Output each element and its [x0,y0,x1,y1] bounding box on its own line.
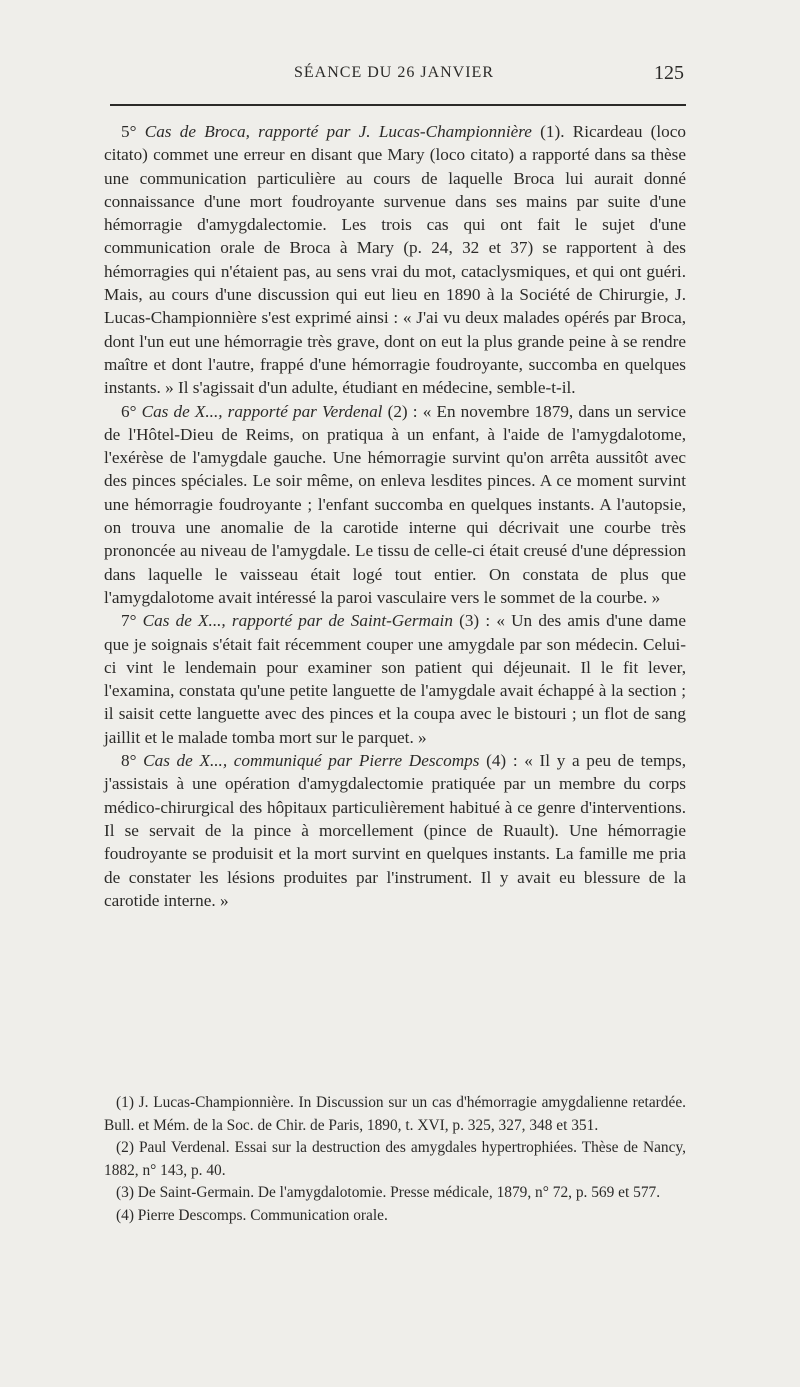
case-number: 8° [121,751,137,771]
paragraph-case-7 [104,609,686,749]
case-text: (3) : « Un des amis d'une dame que je soignais s'était fait récemment couper une amygdale par son médecin. Celui-ci vint le lendemain pour examiner son patient qui déjeunait. Il le fit lever, l'examina, constata qu'une petite languette de l'amygdale avait échappé à la section ; il saisit cette languette avec des pinces et la coupa avec le bistouri ; un flot de sang jaillit et le malade tomba mort sur le parquet. » [104,611,687,747]
case-number: 6° [121,401,137,421]
case-label: Cas de X..., rapporté par de Saint-Germain [142,611,453,631]
paragraph-case-8 [104,749,686,912]
case-label: Cas de X..., communiqué par Pierre Descomps [143,751,480,771]
case-number: 5° [121,122,137,141]
case-label: Cas de X..., rapporté par Verdenal [141,401,383,421]
paragraph-case-6 [104,400,686,610]
case-text: (1). Ricardeau (loco citato) commet une erreur en disant que Mary (loco citato) a rapporté dans sa thèse une communication particulière au cours de laquelle Broca lui aurait donné connaissance d'une mort foudroyante survenue dans ses mains par suite d'une hémorragie d'amygdalectomie. Les trois cas qui ont fait le sujet d'une communication orale de Broca à Mary (p. 24, 32 et 37) se rapportent à des hémorragies qui n'étaient pas, au sens vrai du mot, cataclysmiques, et qui ont guéri. Mais, au cours d'une discussion qui eut lieu en 1890 à la Société de Chirurgie, J. Lucas-Championnière s'est exprimé ainsi : « J'ai vu deux malades opérés par Broca, dont l'un eut une hémorragie très grave, dont on eut la plus grande peine à se rendre maître et dont l'autre, frappé d'une hémorragie foudroyante, succomba en quelques instants. » Il s'agissait d'un adulte, étudiant en médecine, semble-t-il. [104,122,686,398]
paragraph-case-5 [104,120,686,400]
header-rule [110,104,686,106]
footnotes [104,1092,686,1228]
running-title: SÉANCE DU 26 JANVIER [294,64,494,81]
footnote-2: (2) Paul Verdenal. Essai sur la destruction des amygdales hypertrophiées. Thèse de Nancy, 1882, n° 143, p. 40. [104,1139,686,1179]
footnote-4: (4) Pierre Descomps. Communication orale. [116,1206,388,1224]
page-header [104,62,684,88]
case-number: 7° [121,611,137,631]
case-label: Cas de Broca, rapporté par J. Lucas-Championnière [144,122,532,141]
case-text: (2) : « En novembre 1879, dans un service de l'Hôtel-Dieu de Reims, on pratiqua à un enfant, à l'aide de l'amygdalotome, l'exérèse de l'amygdale gauche. Une hémorragie survint qu'on arrêta aussitôt avec des pinces spéciales. Le soir même, on enleva lesdites pinces. A ce moment survint une hémorragie foudroyante ; l'enfant succomba en quelques instants. A l'autopsie, on trouva une anomalie de la carotide interne qui décrivait une courbe très prononcée au niveau de l'amygdale. Le tissu de celle-ci était creusé d'une dépression dans laquelle le vaisseau était logé tout entier. On constata de plus que l'amygdalotome avait intéressé la paroi vasculaire vers le sommet de la courbe. » [104,401,686,607]
page-number: 125 [654,62,684,84]
case-text: (4) : « Il y a peu de temps, j'assistais à une opération d'amygdalectomie pratiquée par un membre du corps médico-chirurgical des hôpitaux particulièrement habitué à ce genre d'interventions. Il se servait de la pince à morcellement (pince de Ruault). Une hémorragie foudroyante se produisit et la mort survint en quelques instants. La famille me pria de constater les lésions produites par l'instrument. Il y avait eu blessure de la carotide interne. » [104,751,686,910]
footnote-1: (1) J. Lucas-Championnière. In Discussion sur un cas d'hémorragie amygdalienne retardée. Bull. et Mém. de la Soc. de Chir. de Paris, 1890, t. XVI, p. 325, 327, 348 et 351. [104,1094,686,1134]
footnote-3: (3) De Saint-Germain. De l'amygdalotomie. Presse médicale, 1879, n° 72, p. 569 et 577. [116,1184,661,1202]
body-text [104,120,686,912]
